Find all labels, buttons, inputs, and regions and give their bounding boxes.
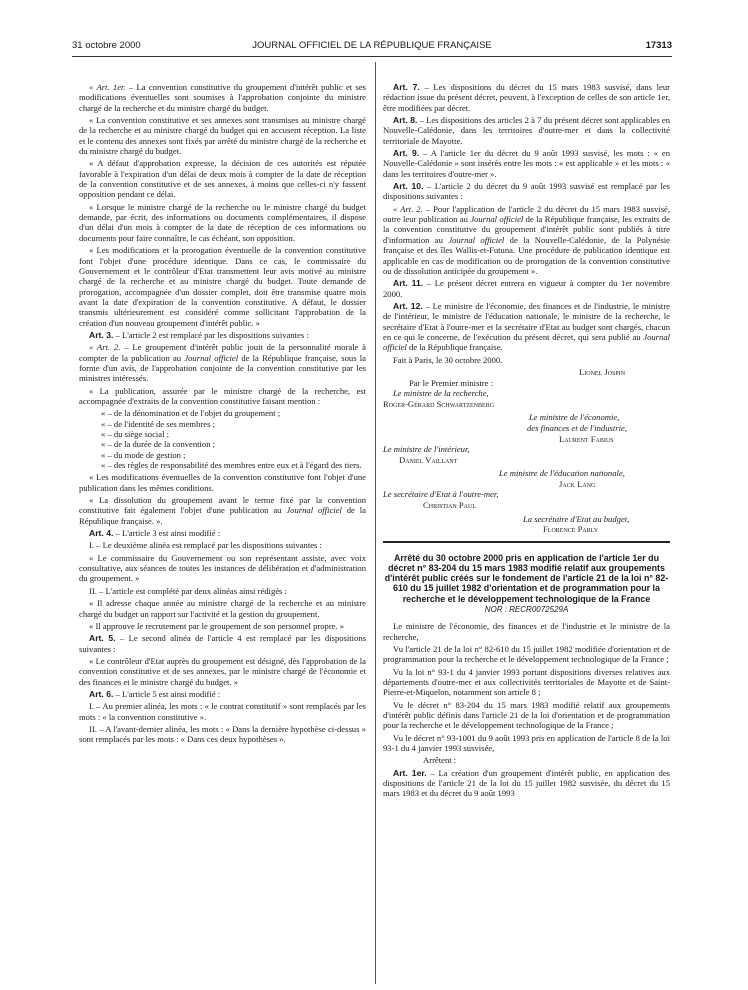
left-column — [79, 82, 366, 747]
paragraph: « A défaut d'approbation expresse, la décision de ces autorités est réputée favorable à l'expiration d'un délai de deux mois à compter de la date de réception de la convention constitutive et de ses annexes, à moins que celles-ci n'y fassent opposition pendant ce délai. — [79, 158, 366, 200]
signatory-title: Le ministre de la recherche, — [393, 388, 489, 399]
signatory-title: La secrétaire d'Etat au budget, — [523, 513, 630, 524]
signatory-name: Florence Parly — [543, 524, 599, 535]
paragraph: « Art. 2. – Pour l'application de l'article 2 du décret du 15 mars 1983 susvisé, outre leur publication au Journal officiel de la République française, les extraits de la convention constitutive du groupement d'intérêt public sont publiés à titre d'information au Journal officiel de la Nouvelle-Calédonie, de la Polynésie française et des îles Wallis-et-Futuna. Une procédure de publication identique est applicable en cas de modification ou de prorogation de la convention constitutive ou de dissolution anticipée du groupement ». — [383, 203, 671, 276]
paragraph: « Les modifications éventuelles de la convention constitutive font l'objet d'une publication dans les mêmes conditions. — [79, 472, 366, 493]
paragraph: « Il adresse chaque année au ministre chargé de la recherche et au ministre chargé du budget un rapport sur l'activité et la gestion du groupement. — [79, 598, 366, 619]
page-number: 17313 — [645, 40, 672, 51]
section-divider — [383, 541, 670, 543]
nor-reference: NOR : RECR0072529A — [484, 604, 569, 614]
visa: Vu le décret n° 83-204 du 15 mars 1983 modifié relatif aux groupements d'intérêt public définis dans l'article 21 de la loi d'orientation et de programmation pour la recherche et le développement technologique de la France ; — [383, 699, 670, 731]
article-9: Art. 9. – A l'article 1er du décret du 9 août 1993 susvisé, les mots : « en Nouvelle-Calédonie » sont insérés entre les mots : « est applicable » et les mots : « dans les territoires d'outre-mer ». — [383, 148, 671, 179]
mention-list — [79, 408, 366, 470]
article-4: Art. 4. – L'article 3 est ainsi modifié : — [89, 528, 221, 539]
list-item: « – de la durée de la convention ; — [101, 439, 216, 450]
article-12: Art. 12. – Le ministre de l'économie, des finances et de l'industrie, le ministre de l'intérieur, le ministre de l'éducation nationale, le ministre de la recherche, le secrétaire d'Etat à l'outre-mer et la secrétaire d'Etat au budget sont chargés, chacun en ce qui le concerne, de l'exécution du présent décret, qui sera publié au Journal officiel de la République française. — [383, 300, 670, 353]
signatory-intro: Par le Premier ministre : — [409, 377, 494, 388]
list-item: « – du mode de gestion ; — [101, 449, 186, 460]
paragraph: « Il approuve le recrutement par le groupement de son personnel propre. » — [89, 620, 345, 631]
paragraph: « Art. 1er. – La convention constitutive du groupement d'intérêt public et ses modifications éventuelles sont soumises à l'approbation conjointe du ministre chargé de la recherche et du ministre chargé du budget. — [79, 82, 366, 113]
article-11: Art. 11. – Le présent décret entrera en vigueur à compter du 1er novembre 2000. — [383, 278, 671, 299]
paragraph: « Le commissaire du Gouvernement ou son représentant assiste, avec voix consultative, aux séances de toutes les instances de délibération et d'administration du groupement. » — [79, 552, 366, 584]
paragraph: « La publication, assurée par le ministre chargé de la recherche, est accompagnée d'extraits de la convention constitutive faisant mention : — [79, 385, 366, 406]
signatory-name: Daniel Vaillant — [399, 454, 458, 465]
article-6: Art. 6. – L'article 5 est ainsi modifié : — [89, 688, 221, 699]
issue-date: 31 octobre 2000 — [72, 40, 141, 51]
paragraph: Le ministre de l'économie, des finances et de l'industrie et le ministre de la recherche, — [383, 621, 670, 642]
signatory-title: Le ministre de l'économie, — [529, 412, 620, 423]
signatory-title: Le ministre de l'intérieur, — [383, 444, 470, 455]
arrete-title: Arrêté du 30 octobre 2000 pris en application de l'article 1er du décret n° 83-204 du 15 mars 1983 modifié relatif aux groupements d'intérêt public créés sur le fondement de l'article 21 de la loi n° 82-610 du 15 juillet 1982 d'orientation et de programmation pour la recherche et le développement technologique de la France — [384, 552, 669, 604]
paragraph: « Art. 2. – Le groupement d'intérêt public jouit de la personnalité morale à compter de la publication au Journal officiel de la République française, sous la forme d'un avis, de l'approbation conjointe de la convention constitutive par les ministres intéressés. — [79, 342, 366, 384]
signatory-name: Laurent Fabius — [559, 433, 614, 444]
signatory-name: Jack Lang — [559, 478, 596, 489]
right-column — [383, 82, 670, 801]
article-8: Art. 8. – Les dispositions des articles 2 à 7 du présent décret sont applicables en Nouvelle-Calédonie, dans les territoires d'outre-mer et dans la collectivité territoriale de Mayotte. — [383, 115, 670, 146]
signatory-title: Le ministre de l'éducation nationale, — [499, 468, 625, 479]
signatory-name: Lionel Jospin — [579, 366, 626, 377]
article-3: Art. 3. – L'article 2 est remplacé par les dispositions suivantes : — [89, 329, 309, 340]
page-header — [72, 40, 672, 54]
article-5: Art. 5. – Le second alinéa de l'article 4 est remplacé par les dispositions suivantes : — [79, 633, 366, 654]
arretent: Arrêtent : — [423, 755, 457, 766]
header-rule — [72, 56, 672, 57]
signatory-title: Le secrétaire d'Etat à l'outre-mer, — [383, 489, 499, 500]
paragraph: I. – Le deuxième alinéa est remplacé par les dispositions suivantes : — [89, 540, 322, 551]
paragraph: II. – A l'avant-dernier alinéa, les mots : « Dans la dernière hypothèse ci-dessus » sont remplacés par les mots : « Dans ces deux hypothèses ». — [79, 723, 366, 745]
list-item: « – du siège social ; — [101, 429, 170, 439]
signature-block — [383, 367, 670, 535]
paragraph: « La dissolution du groupement avant le terme fixé par la convention constitutive fait également l'objet d'une publication au Journal officiel de la République française. ». — [79, 495, 366, 526]
paragraph: II. – L'article est complété par deux alinéas ainsi rédigés : — [89, 585, 287, 596]
paragraph: « Lorsque le ministre chargé de la recherche ou le ministre chargé du budget demande, par écrit, des informations ou documents complémentaires, il dispose d'un délai d'un mois à compter de la date de réception de ces informations ou documents pour faire connaître, le cas échéant, son opposition. — [79, 201, 366, 243]
signatory-name: Christian Paul — [423, 500, 476, 511]
paragraph: « La convention constitutive et ses annexes sont transmises au ministre chargé de la recherche et au ministre chargé du budget qui en accusent réception. La liste et le contenu des annexes sont fixés par arrêté du ministre chargé de la recherche et du ministre chargé du budget. — [79, 115, 366, 157]
list-item: « – de l'identité de ses membres ; — [101, 418, 215, 429]
visa: Vu la loi n° 93-1 du 4 janvier 1993 portant dispositions diverses relatives aux départements d'outre-mer et aux collectivités territoriales de Mayotte et de Saint-Pierre-et-Miquelon, notamment son article 8 ; — [383, 666, 670, 698]
list-item: « – de la dénomination et de l'objet du groupement ; — [101, 408, 281, 419]
paragraph: « Le contrôleur d'Etat auprès du groupement est désigné, dès l'approbation de la convention constitutive et de ses annexes, par le ministre chargé de l'économie et des finances et le ministre chargé du budget. » — [79, 655, 366, 687]
paragraph: « Les modifications et la prorogation éventuelle de la convention constitutive font l'objet d'une procédure identique. Dans ce cas, le commissaire du Gouvernement et le contrôleur d'Etat transmettent leur avis motivé au ministre chargé de la recherche et au ministre chargé du budget. Toute demande de prorogation, accompagnée d'un dossier complet, doit être transmise quatre mois avant la date d'expiration de la convention constitutive. A défaut, le dossier transmis ultérieurement est considéré comme sollicitant l'approbation de la création d'un nouveau groupement d'intérêt public. » — [79, 245, 366, 328]
signatory-name: Roger-Gérard Schwartzenberg — [383, 398, 495, 409]
visa: Vu l'article 21 de la loi n° 82-610 du 15 juillet 1982 modifiée d'orientation et de programmation pour la recherche et le développement technologique de la France ; — [383, 643, 670, 665]
list-item: « – des règles de responsabilité des membres entre eux et à l'égard des tiers. — [101, 460, 362, 471]
column-divider — [375, 62, 376, 984]
article-10: Art. 10. – L'article 2 du décret du 9 août 1993 susvisé est remplacé par les dispositions suivantes : — [383, 181, 671, 202]
signatory-title: des finances et de l'industrie, — [527, 422, 627, 433]
article-1: Art. 1er. – La création d'un groupement d'intérêt public, en application des dispositions de l'article 21 de la loi du 15 juillet 1982 susvisée, du décret du 15 mars 1983 et du décret du 9 août 1993 — [383, 767, 670, 799]
visa: Vu le décret n° 93-1001 du 9 août 1993 pris en application de l'article 8 de la loi 93-1 du 4 janvier 1993 susvisée, — [383, 732, 670, 753]
journal-title: JOURNAL OFFICIEL DE LA RÉPUBLIQUE FRANÇAISE — [252, 40, 492, 51]
fait-a-paris: Fait à Paris, le 30 octobre 2000. — [393, 354, 503, 365]
paragraph: I. – Au premier alinéa, les mots : « le contrat constitutif » sont remplacés par les mots : « la convention constitutive ». — [79, 701, 366, 722]
article-7: Art. 7. – Les dispositions du décret du 15 mars 1983 susvisé, dans leur rédaction issue du présent décret, peuvent, à l'exception de celles de son article 1er, être modifiées par décret. — [383, 82, 670, 113]
